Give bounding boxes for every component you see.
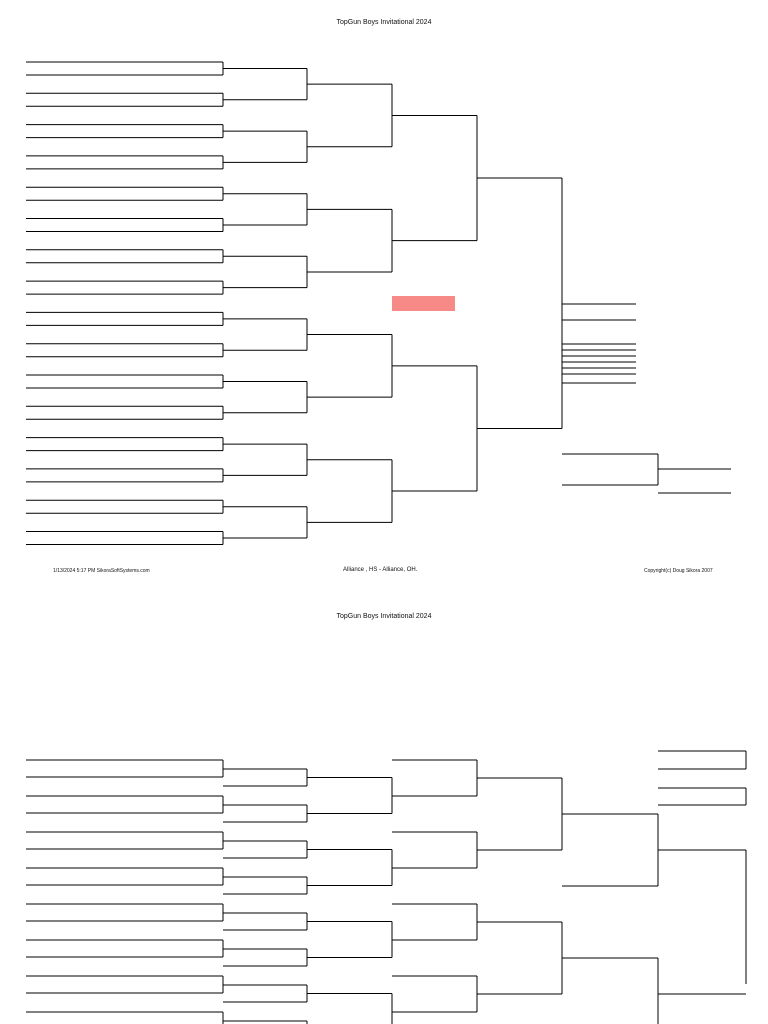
page-title: TopGun Boys Invitational 2024 [336,613,432,620]
footer-timestamp: 1/13/2024 5:17 PM SikoraSoftSystems.com [53,568,150,574]
footer-copyright: Copyright(c) Doug Sikora 2007 [644,568,713,574]
footer-location: Alliance , HS - Alliance, OH. [343,567,418,573]
page-title: TopGun Boys Invitational 2024 [336,19,432,26]
